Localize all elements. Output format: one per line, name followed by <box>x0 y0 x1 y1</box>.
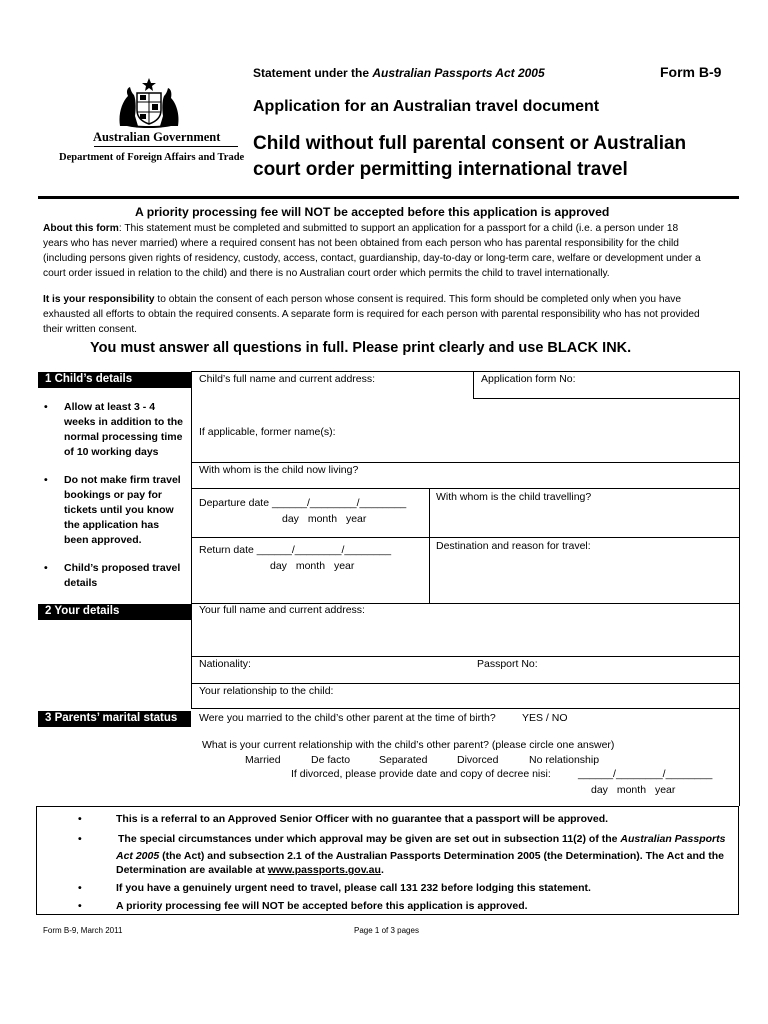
about-line1: About this form: This statement must be completed and submitted to support an application for a passport for a child (i.e. a person under 18 <box>43 223 679 234</box>
responsibility-line2: exhausted all efforts to obtain the required consents. A separate form is required for each person with parental responsibility who has not provided <box>43 309 700 320</box>
responsibility-label: It is your responsibility <box>43 294 155 305</box>
about-line4: court order issued in relation to the child) and there is no Australian court order which permits the child to travel internationally. <box>43 268 610 279</box>
return-date-field[interactable]: Return date ______/________/________ <box>199 544 392 556</box>
destination-field[interactable]: Destination and reason for travel: <box>436 540 591 552</box>
married-at-birth-question: Were you married to the child’s other parent at the time of birth? <box>199 712 496 724</box>
living-with-field[interactable]: With whom is the child now living? <box>199 464 359 476</box>
relationship-option-de-facto[interactable]: De facto <box>311 754 351 766</box>
note-special-circumstances-line2: Act 2005 (the Act) and subsection 2.1 of the Australian Passports Determination 2005 (the Determination). The Act and the <box>116 850 724 862</box>
child-name-field[interactable]: Child’s full name and current address: <box>199 373 376 385</box>
answer-all-instruction: You must answer all questions in full. Please print clearly and use BLACK INK. <box>90 340 632 356</box>
your-name-field[interactable]: Your full name and current address: <box>199 604 365 616</box>
application-title: Application for an Australian travel document <box>253 98 600 115</box>
department-name: Department of Foreign Affairs and Trade <box>59 152 245 163</box>
departure-date-units: day month year <box>282 513 367 525</box>
return-date-units: day month year <box>270 560 355 572</box>
section3-heading: 3 Parents’ marital status <box>38 711 191 727</box>
agency-divider <box>94 146 238 147</box>
form-subtitle-line1: Child without full parental consent or Australian <box>253 133 687 154</box>
passports-website-link[interactable]: www.passports.gov.au <box>267 864 381 876</box>
former-names-field[interactable]: If applicable, former name(s): <box>199 426 336 438</box>
responsibility-line1: It is your responsibility to obtain the consent of each person whose consent is required. This form should be completed only when you have <box>43 294 682 305</box>
responsibility-line3: their written consent. <box>43 324 137 335</box>
statement-line <box>253 66 545 80</box>
divorce-date-field[interactable]: ______/________/________ <box>578 768 713 780</box>
nationality-field[interactable]: Nationality: <box>199 658 251 670</box>
priority-notice: A priority processing fee will NOT be accepted before this application is approved <box>135 205 610 219</box>
note-urgent-travel: If you have a genuinely urgent need to travel, please call 131 232 before lodging this statement. <box>116 882 591 894</box>
relationship-option-divorced[interactable]: Divorced <box>457 754 499 766</box>
departure-date-field[interactable]: Departure date ______/________/________ <box>199 497 407 509</box>
travelling-with-field[interactable]: With whom is the child travelling? <box>436 491 592 503</box>
form-subtitle-line2: court order permitting international travel <box>253 159 628 180</box>
about-label: About this form <box>43 223 119 234</box>
footer-form-date: Form B-9, March 2011 <box>43 926 123 935</box>
about-line2: years who has never married) where a required consent has not been obtained from each person who has parental responsibility for the child <box>43 238 679 249</box>
relationship-field[interactable]: Your relationship to the child: <box>199 685 334 697</box>
note-special-circumstances-line3: Determination are available at www.passports.gov.au. <box>116 864 384 876</box>
relationship-option-none[interactable]: No relationship <box>529 754 600 766</box>
footer-page-info: Page 1 of 3 pages <box>354 926 419 935</box>
note-special-circumstances-line1: The special circumstances under which approval may be given are set out in subsection 11(2) of the Australian Passports <box>118 833 726 845</box>
application-form-no-field[interactable]: Application form No: <box>481 373 576 385</box>
relationship-option-married[interactable]: Married <box>245 754 281 766</box>
section2-heading: 2 Your details <box>38 604 191 620</box>
agency-name: Australian Government <box>93 130 221 144</box>
divorce-date-units: day month year <box>591 784 676 796</box>
statement-prefix: Statement under the <box>253 66 373 80</box>
passport-no-field[interactable]: Passport No: <box>477 658 538 670</box>
current-relationship-question: What is your current relationship with the child’s other parent? (please circle one answer) <box>202 739 615 751</box>
note-priority-fee: A priority processing fee will NOT be accepted before this application is approved. <box>116 900 528 912</box>
form-code: Form B-9 <box>660 64 722 80</box>
married-at-birth-options[interactable]: YES / NO <box>522 712 568 724</box>
divorce-question: If divorced, please provide date and copy of decree nisi: <box>291 768 551 780</box>
about-line3: (including persons given rights of residency, custody, access, contact, guardianship, day-to-day or long-term care, welfare or development under a <box>43 253 701 264</box>
header-rule <box>38 196 739 199</box>
coat-of-arms-logo <box>114 76 184 128</box>
note-referral: This is a referral to an Approved Senior Officer with no guarantee that a passport will be approved. <box>116 813 609 825</box>
statement-act: Australian Passports Act 2005 <box>372 66 545 80</box>
relationship-option-separated[interactable]: Separated <box>379 754 428 766</box>
section1-heading: 1 Child’s details <box>38 372 191 388</box>
